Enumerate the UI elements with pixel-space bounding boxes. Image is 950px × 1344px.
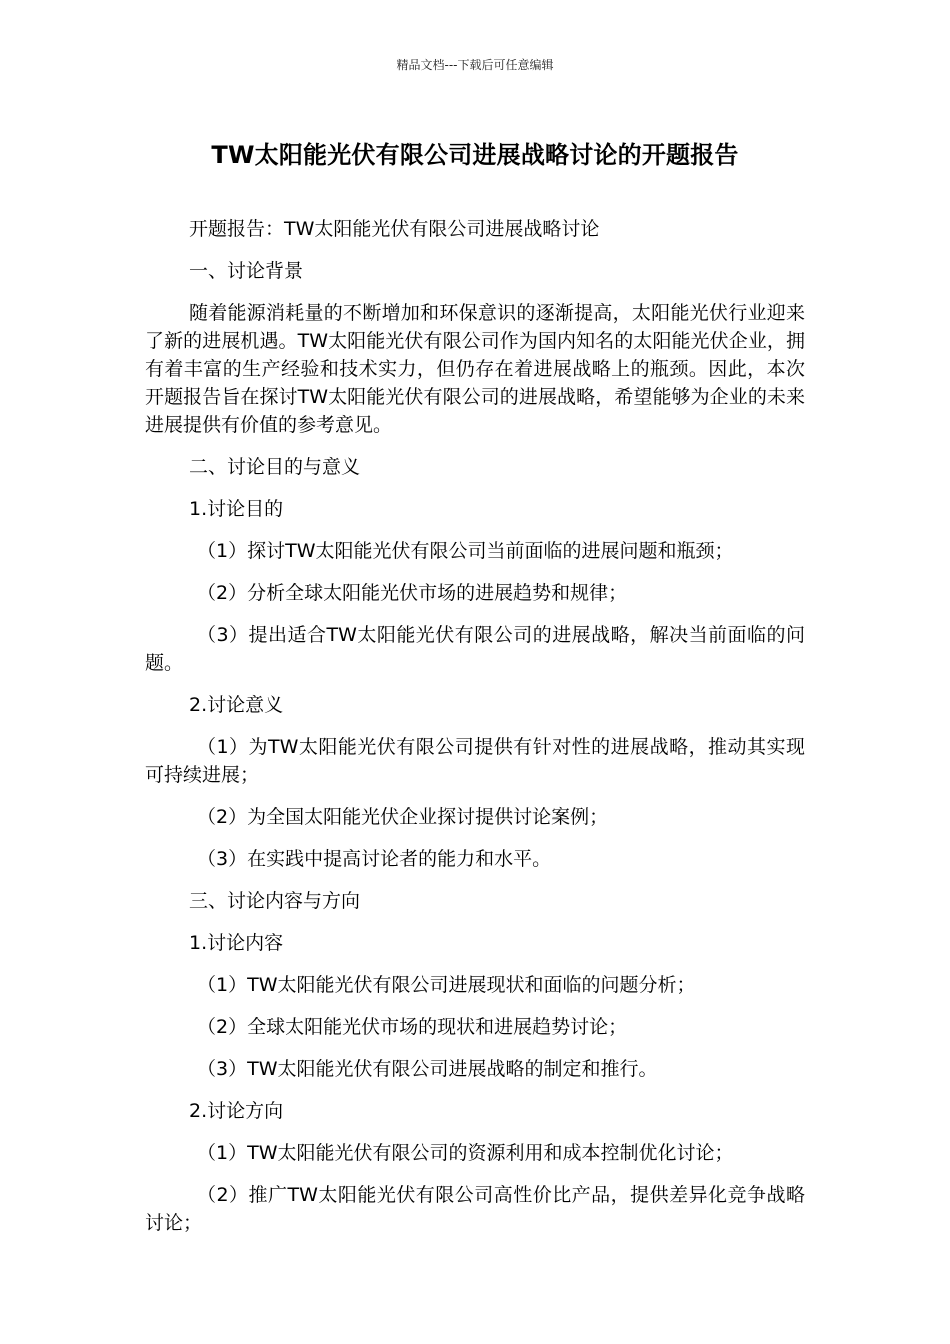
subheading-content: 1.讨论内容 <box>189 932 284 954</box>
section-heading-content: 三、讨论内容与方向 <box>189 890 361 912</box>
background-paragraph: 随着能源消耗量的不断增加和环保意识的逐渐提高，太阳能光伏行业迎来了新的进展机遇。TW太阳能光伏有限公司作为国内知名的太阳能光伏企业，拥有着丰富的生产经验和技术实力，但仍存在着进展战略上的瓶颈。因此，本次开题报告旨在探讨TW太阳能光伏有限公司的进展战略，希望能够为企业的未来进展提供有价值的参考意见。 <box>145 302 805 436</box>
subheading-purpose: 1.讨论目的 <box>189 498 284 520</box>
list-item: （3）TW太阳能光伏有限公司进展战略的制定和推行。 <box>197 1058 658 1080</box>
section-heading-background: 一、讨论背景 <box>189 260 304 282</box>
list-item: （1）为TW太阳能光伏有限公司提供有针对性的进展战略，推动其实现可持续进展； <box>145 736 805 786</box>
list-item: （2）分析全球太阳能光伏市场的进展趋势和规律； <box>197 582 628 604</box>
list-item: （2）推广TW太阳能光伏有限公司高性价比产品，提供差异化竞争战略讨论； <box>145 1184 805 1234</box>
list-item: （3）提出适合TW太阳能光伏有限公司的进展战略，解决当前面临的问题。 <box>145 624 805 674</box>
list-item: （2）为全国太阳能光伏企业探讨提供讨论案例； <box>197 806 609 828</box>
document-title: TW太阳能光伏有限公司进展战略讨论的开题报告 <box>211 141 739 169</box>
page-header: 精品文档---下载后可任意编辑 <box>396 58 554 72</box>
list-item: （1）TW太阳能光伏有限公司的资源利用和成本控制优化讨论； <box>197 1142 734 1164</box>
document-body <box>145 215 805 1251</box>
list-item: （1）TW太阳能光伏有限公司进展现状和面临的问题分析； <box>197 974 696 996</box>
subheading-significance: 2.讨论意义 <box>189 694 284 716</box>
list-item: （2）全球太阳能光伏市场的现状和进展趋势讨论； <box>197 1016 628 1038</box>
section-heading-purpose: 二、讨论目的与意义 <box>189 456 361 478</box>
list-item: （1）探讨TW太阳能光伏有限公司当前面临的进展问题和瓶颈； <box>197 540 734 562</box>
report-subtitle: 开题报告：TW太阳能光伏有限公司进展战略讨论 <box>189 218 600 240</box>
subheading-direction: 2.讨论方向 <box>189 1100 284 1122</box>
list-item: （3）在实践中提高讨论者的能力和水平。 <box>197 848 552 870</box>
